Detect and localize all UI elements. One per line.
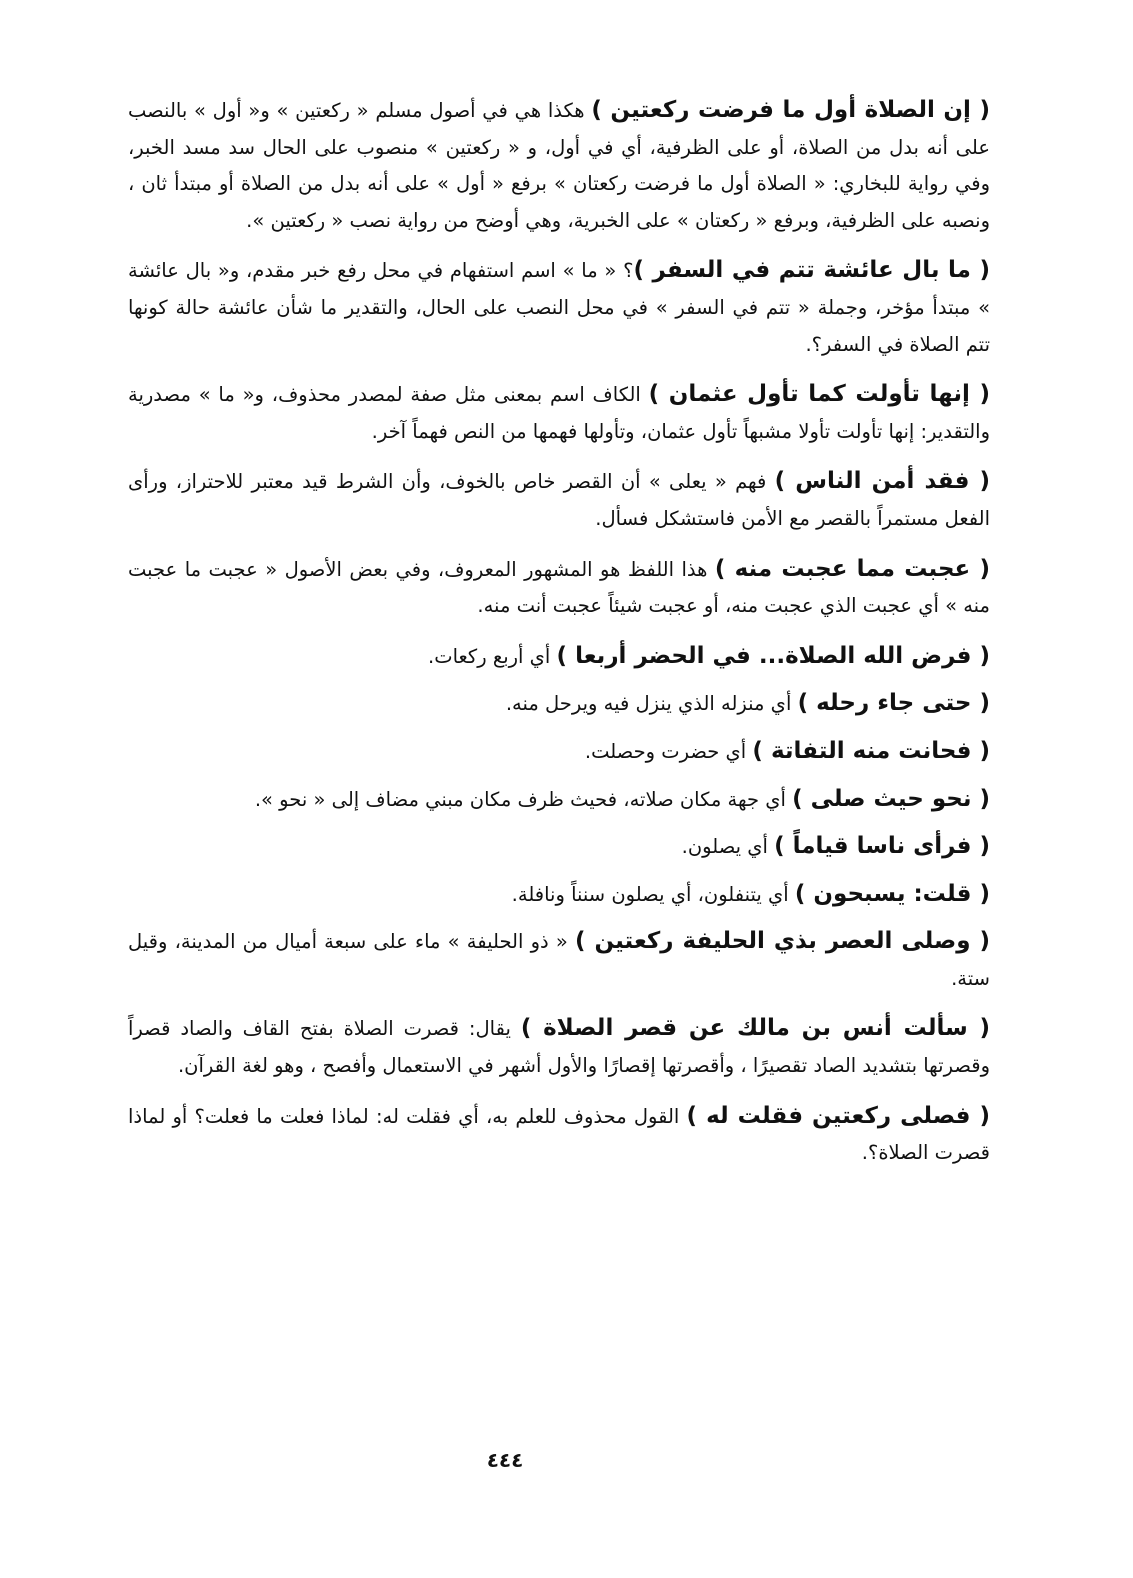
quoted-phrase: ( سألت أنس بن مالك عن قصر الصلاة ) bbox=[520, 1015, 990, 1042]
paragraph-6 bbox=[128, 638, 990, 676]
quoted-phrase: ( فرأى ناسا قياماً ) bbox=[774, 833, 990, 860]
paragraph-12 bbox=[128, 923, 990, 997]
page-body bbox=[128, 92, 990, 1185]
quoted-phrase: ( نحو حيث صلى ) bbox=[792, 785, 990, 812]
commentary: هذا اللفظ هو المشهور المعروف، وفي بعض الأصول « عجبت ما عجبت منه » أي عجبت الذي عجبت منه، أو عجبت شيئاً عجبت أنت منه. bbox=[128, 557, 990, 618]
commentary: أي حضرت وحصلت. bbox=[584, 739, 753, 763]
commentary: الكاف اسم بمعنى مثل صفة لمصدر محذوف، و« ما » مصدرية والتقدير: إنها تأولت تأولا مشبهاً تأول عثمان، وتأولها فهمها من النص فهماً آخر. bbox=[128, 383, 990, 443]
quoted-phrase: ( إنها تأولت كما تأول عثمان ) bbox=[648, 381, 990, 408]
commentary: القول محذوف للعلم به، أي فقلت له: لماذا فعلت ما فعلت؟ أو لماذا قصرت الصلاة؟. bbox=[128, 1104, 990, 1165]
commentary: أي يتنفلون، أي يصلون سنناً ونافلة. bbox=[511, 882, 795, 906]
paragraph-14 bbox=[128, 1098, 990, 1172]
quoted-phrase: ( فرض الله الصلاة... في الحضر أربعا ) bbox=[556, 642, 990, 669]
paragraph-5 bbox=[128, 551, 990, 625]
paragraph-2 bbox=[128, 252, 990, 363]
paragraph-13 bbox=[128, 1010, 990, 1084]
quoted-phrase: ( قلت: يسبحون ) bbox=[794, 880, 990, 907]
commentary: « ذو الحليفة » ماء على سبعة أميال من المدينة، وقيل ستة. bbox=[128, 930, 990, 990]
commentary: يقال: قصرت الصلاة بفتح القاف والصاد قصراً وقصرتها بتشديد الصاد تقصيرًا ، وأقصرتها إقصارًا والأول أشهر في الاستعمال وأفصح ، وهو لغة القرآن. bbox=[128, 1017, 990, 1078]
commentary: هكذا هي في أصول مسلم « ركعتين » و« أول » بالنصب على أنه بدل من الصلاة، أو على الظرفية، أي في أول، و « ركعتين » منصوب على الحال سد مسد الخبر، وفي رواية للبخاري: « الصلاة أول ما فرضت ركعتان » برفع « أول » على أنه بدل من الصلاة أو مبتدأ ثان ، ونصبه على الظرفية، وبرفع « ركعتان » على الخبرية، وهي أوضح من رواية نصب « ركعتين ». bbox=[128, 99, 990, 232]
commentary: فهم « يعلى » أن القصر خاص بالخوف، وأن الشرط قيد معتبر للاحتراز، ورأى الفعل مستمراً بالقصر مع الأمن فاستشكل فسأل. bbox=[128, 470, 990, 530]
quoted-phrase: ( وصلى العصر بذي الحليفة ركعتين ) bbox=[574, 928, 991, 955]
commentary: أي منزله الذي ينزل فيه ويرحل منه. bbox=[505, 692, 798, 716]
quoted-phrase: ( فحانت منه التفاتة ) bbox=[752, 737, 990, 764]
commentary: ؟ « ما » اسم استفهام في محل رفع خبر مقدم، و« بال عائشة » مبتدأ مؤخر، وجملة « تتم في السفر » في محل النصب على الحال، والتقدير ما شأن عائشة حالة كونها تتم الصلاة في السفر؟. bbox=[128, 259, 990, 356]
paragraph-11 bbox=[128, 876, 990, 914]
paragraph-4 bbox=[128, 463, 990, 537]
paragraph-1 bbox=[128, 92, 990, 239]
commentary: أي جهة مكان صلاته، فحيث ظرف مكان مبني مضاف إلى « نحو ». bbox=[254, 787, 793, 811]
page-number: ٤٤٤ bbox=[486, 1448, 524, 1472]
paragraph-7 bbox=[128, 685, 990, 723]
quoted-phrase: ( حتى جاء رحله ) bbox=[797, 690, 990, 717]
commentary: أي يصلون. bbox=[681, 835, 775, 859]
paragraph-3 bbox=[128, 376, 990, 450]
quoted-phrase: ( ما بال عائشة تتم في السفر ) bbox=[633, 257, 990, 284]
paragraph-9 bbox=[128, 781, 990, 819]
paragraph-8 bbox=[128, 733, 990, 771]
quoted-phrase: ( فصلى ركعتين فقلت له ) bbox=[686, 1102, 990, 1129]
quoted-phrase: ( إن الصلاة أول ما فرضت ركعتين ) bbox=[591, 97, 990, 123]
quoted-phrase: ( فقد أمن الناس ) bbox=[774, 468, 990, 495]
paragraph-10 bbox=[128, 828, 990, 866]
commentary: أي أربع ركعات. bbox=[428, 644, 557, 668]
quoted-phrase: ( عجبت مما عجبت منه ) bbox=[714, 555, 990, 582]
